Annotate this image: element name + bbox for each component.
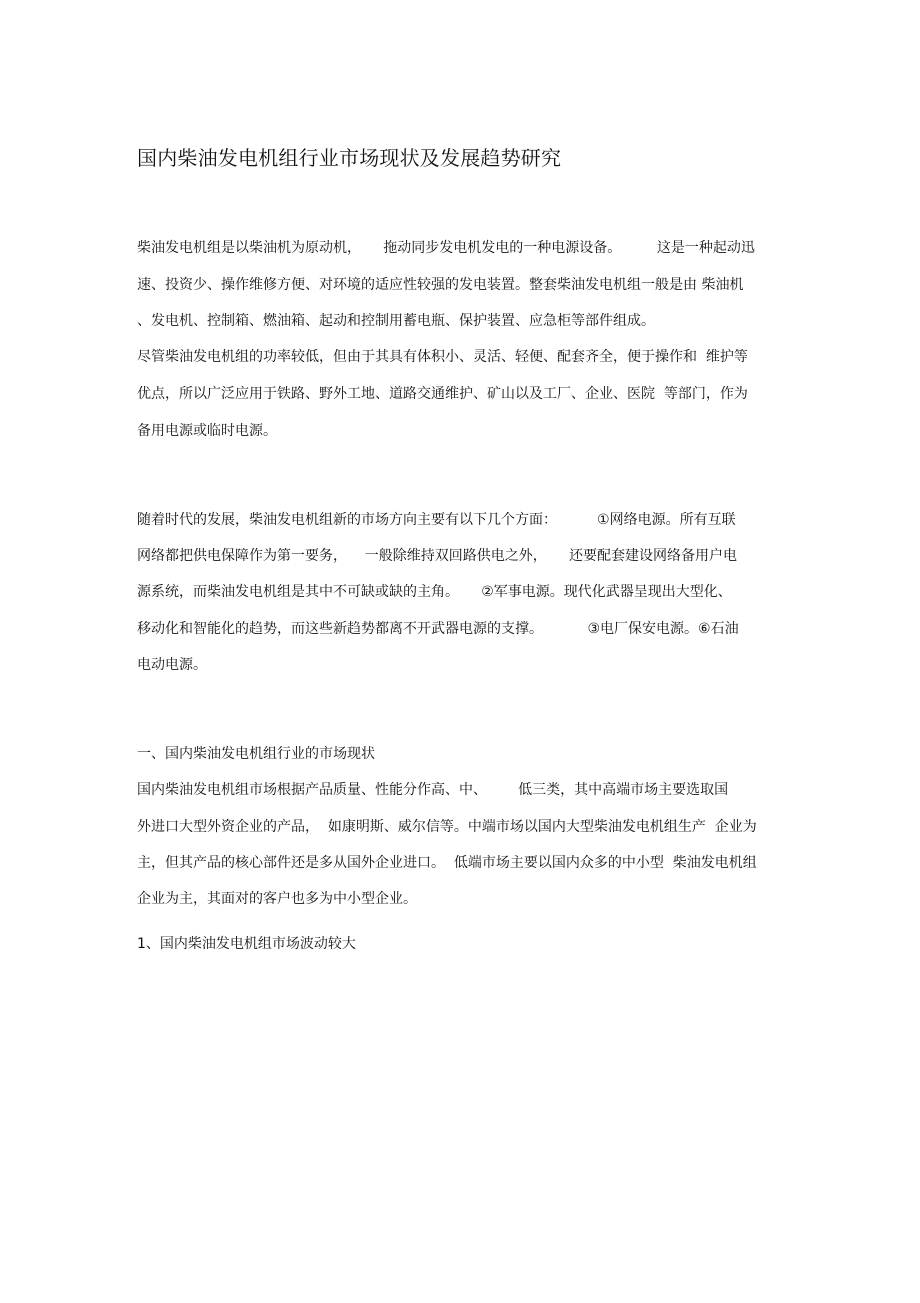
intro-line: 柴油发电机组是以柴油机为原动机， 拖动同步发电机发电的一种电源设备。 这是一种起动迅 [137,240,755,256]
intro-line: 速、投资少、操作维修方便、对环境的适应性较强的发电装置。整套柴油发电机组一般是由 柴油机 [137,277,744,293]
document-title: 国内柴油发电机组行业市场现状及发展趋势研究 [137,146,562,170]
trend-line: 移动化和智能化的趋势，而这些新趋势都离不开武器电源的支撑。 ③电厂保安电源。⑥石油 [137,621,739,637]
intro-line: 尽管柴油发电机组的功率较低，但由于其具有体积小、灵活、轻便、配套齐全，便于操作和 维护等 [137,349,748,365]
section1-line: 企业为主，其面对的客户也多为中小型企业。 [137,891,417,907]
section1-line: 外进口大型外资企业的产品， 如康明斯、威尔信等。中端市场以国内大型柴油发电机组生产 企业为 [137,819,757,835]
intro-line: 备用电源或临时电源。 [137,423,277,439]
section-heading: 一、国内柴油发电机组行业的市场现状 [137,746,375,762]
intro-line: 优点，所以广泛应用于铁路、野外工地、道路交通维护、矿山以及工厂、企业、医院 等部门，作为 [137,386,748,402]
intro-line: 、发电机、控制箱、燃油箱、起动和控制用蓄电瓶、保护装置、应急柜等部件组成。 [137,313,655,329]
section1-line: 主，但其产品的核心部件还是多从国外企业进口。 低端市场主要以国内众多的中小型 柴油发电机组 [137,855,757,871]
section1-line: 国内柴油发电机组市场根据产品质量、性能分作高、中、 低三类，其中高端市场主要选取国 [137,782,729,798]
trend-line: 随着时代的发展，柴油发电机组新的市场方向主要有以下几个方面： ①网络电源。所有互联 [137,512,736,528]
subsection-heading: 1、国内柴油发电机组市场波动较大 [137,936,356,952]
trend-line: 电动电源。 [137,657,207,673]
trend-line: 网络都把供电保障作为第一要务， 一般除维持双回路供电之外， 还要配套建设网络备用户电 [137,548,738,564]
trend-line: 源系统，而柴油发电机组是其中不可缺或缺的主角。 ②军事电源。现代化武器呈现出大型化、 [137,584,732,600]
